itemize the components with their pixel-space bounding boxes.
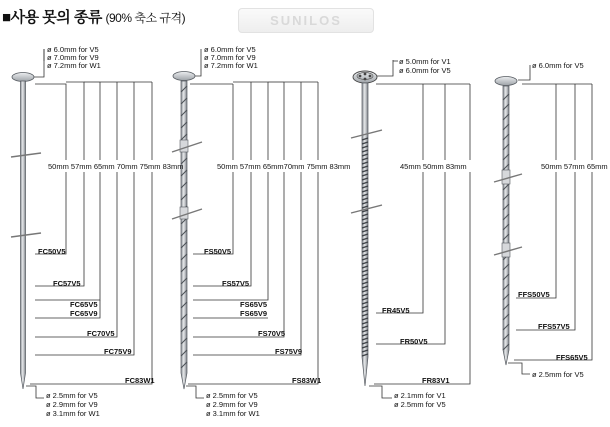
fc-code-7: FC83W1 [125,376,155,385]
fc-head-spec-1: ø 6.0mm for V5 [47,45,99,54]
fr-code-3: FR83V1 [422,376,450,385]
fs-code-7: FS83W1 [292,376,322,385]
ffs-code-2: FFS57V5 [538,322,570,331]
fs-code-4: FS65V9 [240,309,268,318]
ffs-code-1: FFS50V5 [518,290,550,299]
title-main: 사용 못의 종류 [10,9,102,26]
nail-smooth [11,73,41,390]
fs-shank-spec-3: ø 3.1mm for W1 [206,409,260,418]
fc-code-4: FC65V9 [70,309,98,318]
title-sub: (90% 축소 규격) [105,11,186,25]
fc-head-spec-3: ø 7.2mm for W1 [47,61,101,70]
fc-code-3: FC65V5 [70,300,98,309]
fs-code-6: FS75V9 [275,347,303,356]
fc-code-6: FC75V9 [104,347,132,356]
page-title: ■사용 못의 종류 (90% 축소 규격) [2,9,186,26]
fr-code-2: FR50V5 [400,337,428,346]
fs-code-2: FS57V5 [222,279,250,288]
nail-spiral [494,77,522,366]
fs-code-1: FS50V5 [204,247,232,256]
fr-length-row: 45mm 50mm 83mm [400,162,467,171]
fs-shank-spec-1: ø 2.5mm for V5 [206,391,258,400]
watermark-logo: SUNILOS [238,8,374,33]
fc-length-row: 50mm 57mm 65mm 70mm 75mm 83mm [48,162,184,171]
ffs-code-3: FFS65V5 [556,353,588,362]
ffs-length-row: 50mm 57mm 65mm [541,162,608,171]
ffs-head-spec-1: ø 6.0mm for V5 [532,61,584,70]
ffs-shank-spec-1: ø 2.5mm for V5 [532,370,584,379]
fc-shank-spec-1: ø 2.5mm for V5 [46,391,98,400]
fc-head-spec-2: ø 7.0mm for V9 [47,53,99,62]
fc-shank-spec-3: ø 3.1mm for W1 [46,409,100,418]
fs-shank-spec-2: ø 2.9mm for V9 [206,400,258,409]
fc-code-1: FC50V5 [38,247,66,256]
fr-shank-spec-1: ø 2.1mm for V1 [394,391,446,400]
fs-head-spec-1: ø 6.0mm for V5 [204,45,256,54]
fs-head-spec-2: ø 7.0mm for V9 [204,53,256,62]
fc-code-5: FC70V5 [87,329,115,338]
fr-head-spec-1: ø 5.0mm for V1 [399,57,451,66]
fr-code-1: FR45V5 [382,306,410,315]
nail-screw [172,72,202,390]
fc-code-2: FC57V5 [53,279,81,288]
fs-length-row: 50mm 57mm 65mm70mm 75mm 83mm [217,162,351,171]
nail-ring [351,71,382,386]
fr-head-spec-2: ø 6.0mm for V5 [399,66,451,75]
fs-head-spec-3: ø 7.2mm for W1 [204,61,258,70]
fs-code-3: FS65V5 [240,300,268,309]
fr-shank-spec-2: ø 2.5mm for V5 [394,400,446,409]
fs-code-5: FS70V5 [258,329,286,338]
fc-shank-spec-2: ø 2.9mm for V9 [46,400,98,409]
